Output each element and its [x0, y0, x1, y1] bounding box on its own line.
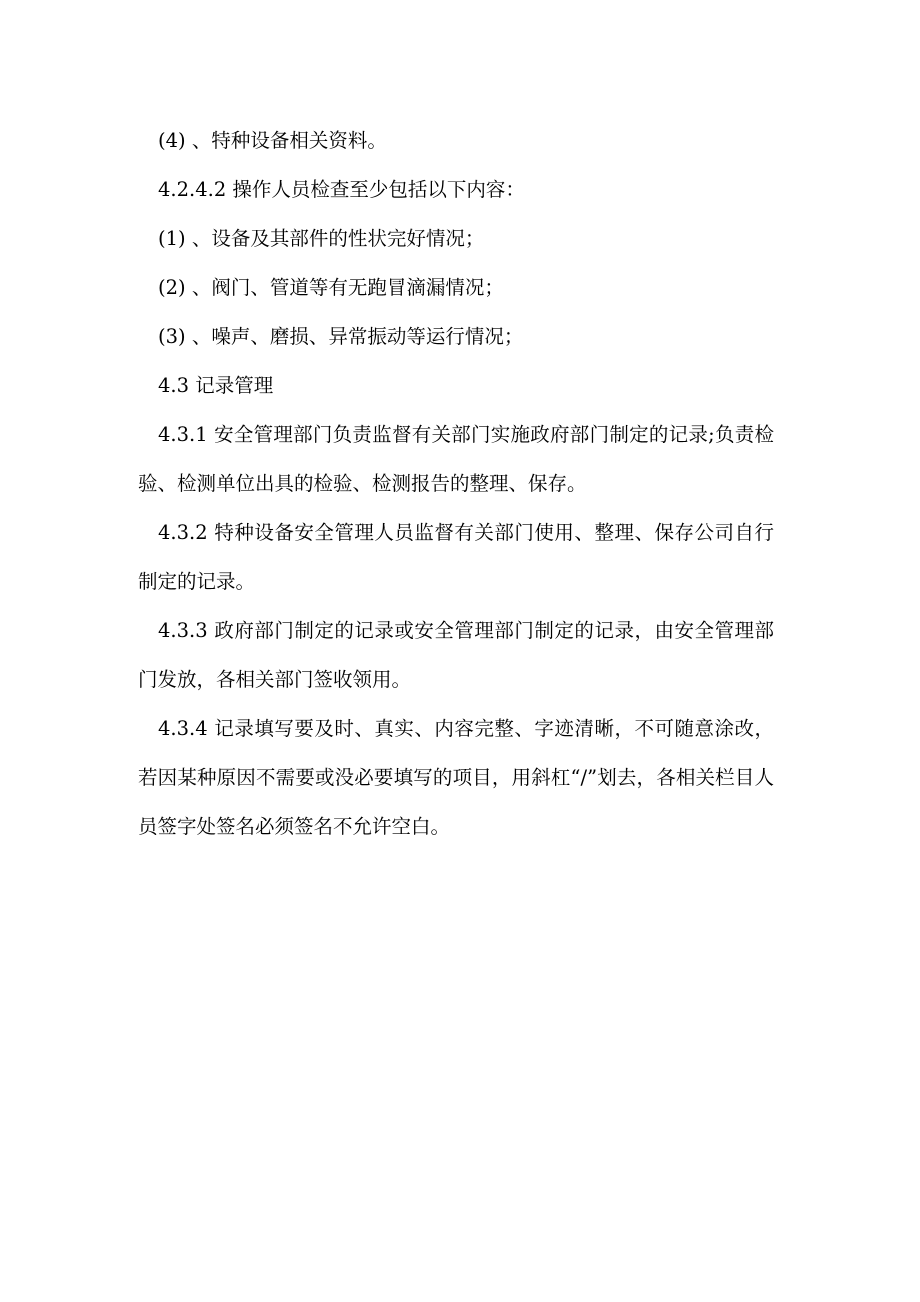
clause-4-3-1: 4.3.1 安全管理部门负责监督有关部门实施政府部门制定的记录;负责检验、检测单位出具的检验、检测报告的整理、保存。	[138, 423, 774, 495]
paragraph-item-3: (3) 、噪声、磨损、异常振动等运行情况；	[158, 325, 524, 348]
paragraph-item-4: (4) 、特种设备相关资料。	[158, 129, 387, 152]
paragraph-item-1: (1) 、设备及其部件的性状完好情况；	[158, 227, 485, 250]
clause-4-3-3: 4.3.3 政府部门制定的记录或安全管理部门制定的记录，由安全管理部门发放，各相关部门签收领用。	[138, 619, 774, 691]
clause-4-3-2: 4.3.2 特种设备安全管理人员监督有关部门使用、整理、保存公司自行制定的记录。	[138, 521, 774, 593]
document-body	[138, 116, 774, 851]
section-heading-4-3: 4.3 记录管理	[158, 374, 274, 397]
paragraph-item-2: (2) 、阀门、管道等有无跑冒滴漏情况；	[158, 276, 504, 299]
clause-4-3-4: 4.3.4 记录填写要及时、真实、内容完整、字迹清晰，不可随意涂改，若因某种原因不需要或没必要填写的项目，用斜杠“/”划去，各相关栏目人员签字处签名必须签名不允许空白。	[138, 717, 774, 838]
clause-4-2-4-2: 4.2.4.2 操作人员检查至少包括以下内容：	[158, 178, 525, 201]
